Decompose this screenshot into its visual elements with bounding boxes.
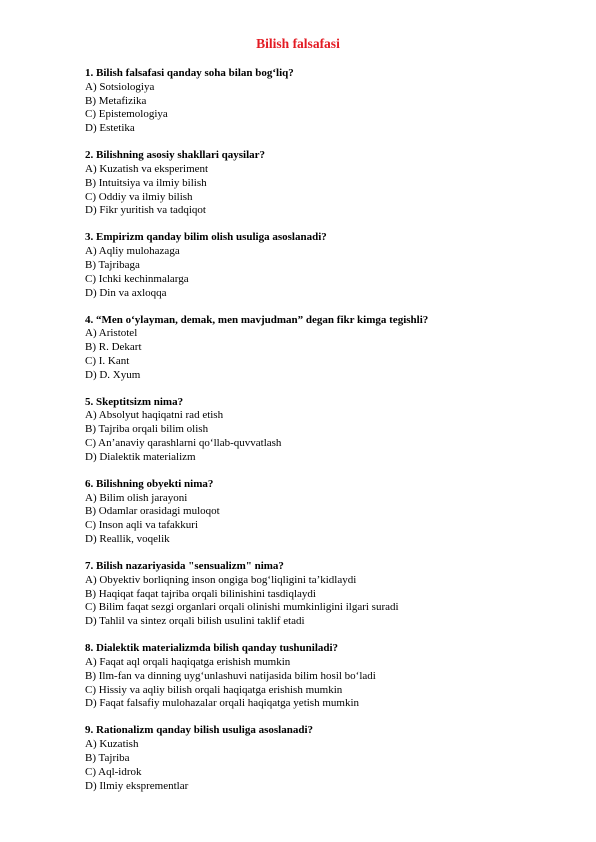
- answer-option: A) Kuzatish: [85, 738, 139, 751]
- answer-option: D) Faqat falsafiy mulohazalar orqali haqiqatga yetish mumkin: [85, 697, 360, 710]
- page-title: Bilish falsafasi: [256, 36, 340, 51]
- answer-option: D) Tahlil va sintez orqali bilish usulini taklif etadi: [85, 615, 305, 628]
- question-block: [85, 478, 565, 547]
- answer-option: D) Estetika: [85, 122, 135, 135]
- answer-option: D) D. Xyum: [85, 368, 141, 381]
- answer-option: A) Absolyut haqiqatni rad etish: [85, 409, 224, 422]
- answer-option: B) Metafizika: [85, 94, 147, 107]
- question-block: [85, 67, 565, 136]
- answer-option: B) R. Dekart: [85, 341, 142, 354]
- question-block: [85, 231, 565, 300]
- answer-option: A) Obyektiv borliqning inson ongiga bog‘liqligini ta’kidlaydi: [85, 573, 357, 586]
- question-block: [85, 149, 565, 218]
- answer-option: B) Haqiqat faqat tajriba orqali bilinishini tasdiqlaydi: [85, 587, 316, 600]
- question-text: 6. Bilishning obyekti nima?: [85, 477, 214, 490]
- answer-option: A) Aqliy mulohazaga: [85, 245, 180, 258]
- question-block: [85, 724, 565, 793]
- answer-option: C) I. Kant: [85, 354, 130, 367]
- answer-option: B) Ilm-fan va dinning uyg‘unlashuvi natijasida bilim hosil bo‘ladi: [85, 669, 376, 682]
- answer-option: D) Fikr yuritish va tadqiqot: [85, 204, 206, 217]
- question-text: 1. Bilish falsafasi qanday soha bilan bog‘liq?: [85, 67, 294, 79]
- answer-option: A) Aristotel: [85, 327, 138, 340]
- answer-option: C) Ichki kechinmalarga: [85, 272, 189, 285]
- answer-option: A) Bilim olish jarayoni: [85, 491, 188, 504]
- answer-option: A) Faqat aql orqali haqiqatga erishish mumkin: [85, 656, 291, 668]
- answer-option: A) Kuzatish va eksperiment: [85, 162, 209, 175]
- question-text: 9. Rationalizm qanday bilish usuliga asoslanadi?: [85, 724, 314, 737]
- question-text: 2. Bilishning asosiy shakllari qaysilar?: [85, 149, 266, 162]
- answer-option: C) An’anaviy qarashlarni qo‘llab-quvvatlash: [85, 437, 282, 450]
- answer-option: C) Epistemologiya: [85, 108, 168, 121]
- question-block: [85, 560, 565, 629]
- question-text: 5. Skeptitsizm nima?: [85, 395, 184, 408]
- answer-option: D) Din va axloqqa: [85, 286, 167, 299]
- question-text: 8. Dialektik materializmda bilish qanday tushuniladi?: [85, 642, 339, 655]
- answer-option: B) Tajriba: [85, 751, 130, 764]
- question-text: 4. “Men o‘ylayman, demak, men mavjudman” degan fikr kimga tegishli?: [85, 313, 429, 326]
- question-block: [85, 642, 565, 711]
- answer-option: A) Sotsiologiya: [85, 80, 155, 93]
- answer-option: C) Aql-idrok: [85, 765, 142, 778]
- answer-option: C) Bilim faqat sezgi organlari orqali olinishi mumkinligini ilgari suradi: [85, 601, 399, 614]
- question-block: [85, 396, 565, 465]
- answer-option: D) Ilmiy eksprementlar: [85, 779, 189, 792]
- answer-option: B) Odamlar orasidagi muloqot: [85, 505, 220, 518]
- answer-option: C) Hissiy va aqliy bilish orqali haqiqatga erishish mumkin: [85, 683, 343, 696]
- answer-option: D) Dialektik materializm: [85, 450, 196, 463]
- answer-option: D) Reallik, voqelik: [85, 533, 170, 546]
- answer-option: C) Inson aqli va tafakkuri: [85, 519, 199, 532]
- answer-option: B) Tajriba orqali bilim olish: [85, 423, 209, 436]
- question-text: 7. Bilish nazariyasida "sensualizm" nima?: [85, 560, 284, 573]
- answer-option: B) Intuitsiya va ilmiy bilish: [85, 176, 207, 189]
- question-block: [85, 314, 565, 383]
- question-text: 3. Empirizm qanday bilim olish usuliga asoslanadi?: [85, 231, 327, 244]
- answer-option: C) Oddiy va ilmiy bilish: [85, 190, 193, 203]
- answer-option: B) Tajribaga: [85, 258, 140, 271]
- question-list: [85, 67, 565, 807]
